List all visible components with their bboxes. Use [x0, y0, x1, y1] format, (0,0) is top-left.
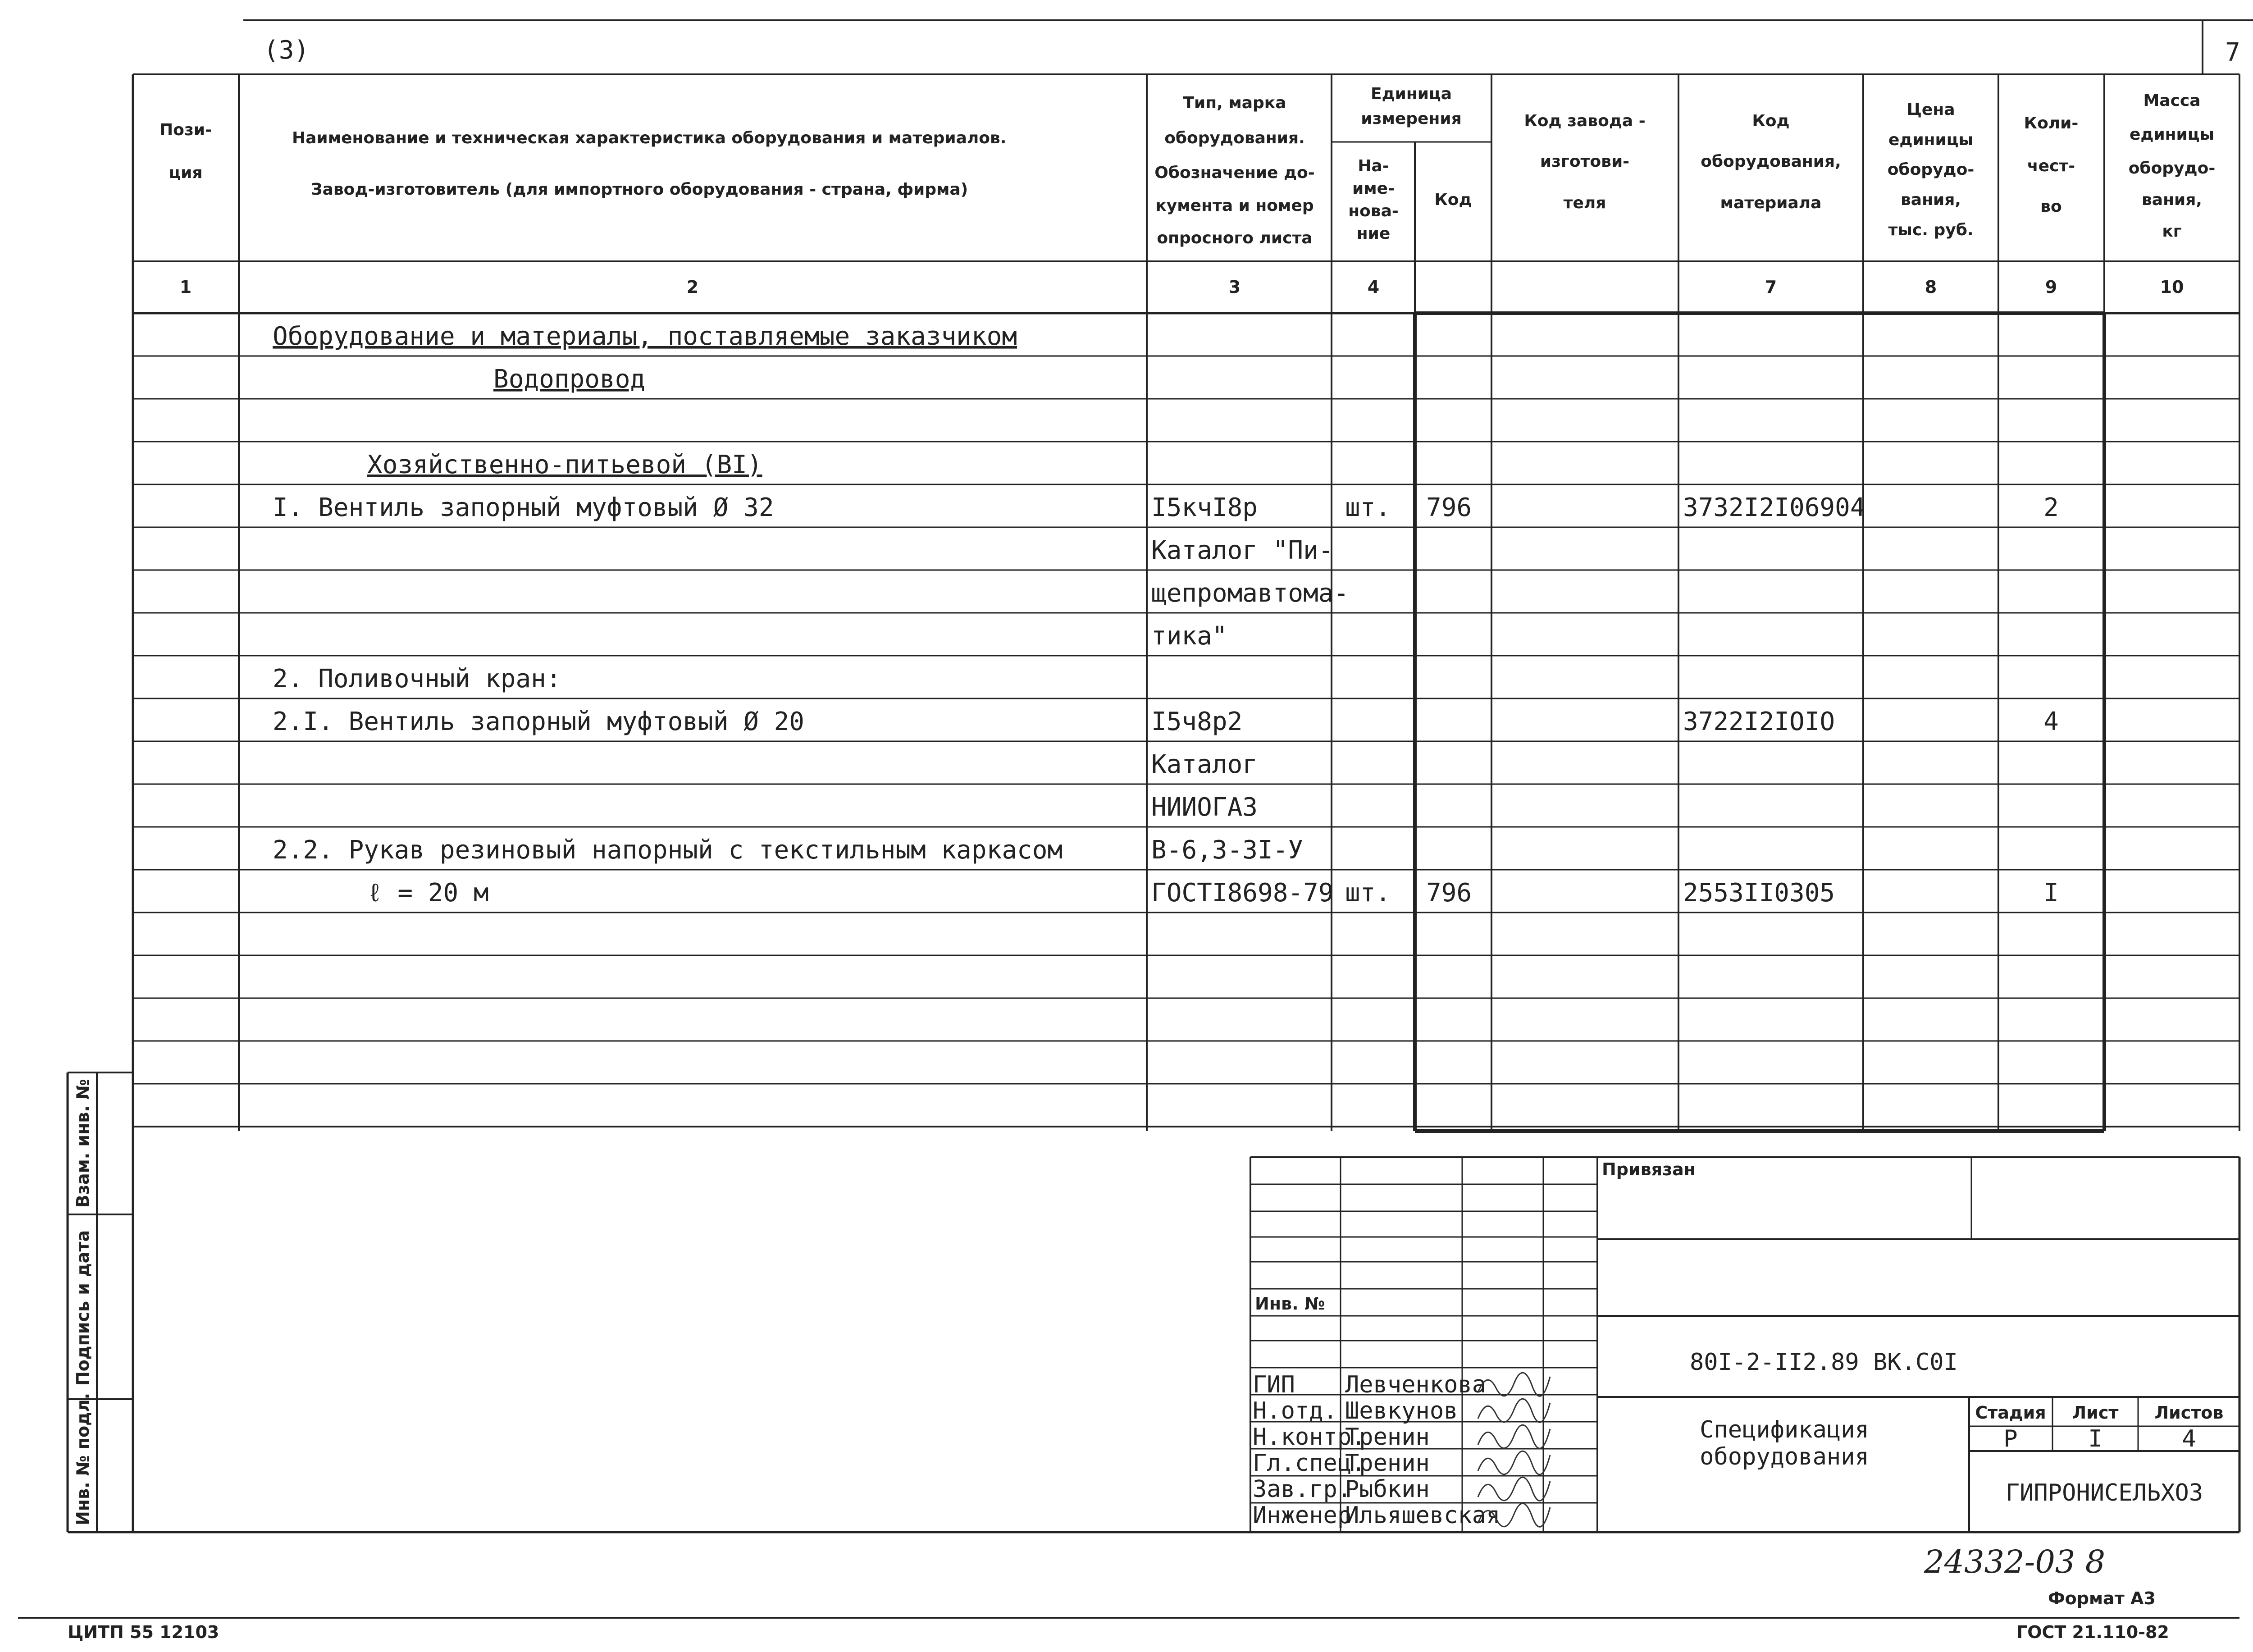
header-col5-line3: теля	[1563, 194, 1606, 212]
header-col7-line2: единицы	[1888, 131, 1974, 149]
header-unit-name-4: ние	[1356, 224, 1391, 243]
handwritten-signature	[1478, 1477, 1550, 1501]
header-col5-line2: изготови-	[1540, 152, 1630, 171]
cell-qty: 4	[2043, 707, 2059, 736]
cell-unit: шт.	[1345, 493, 1391, 522]
header-col1-line1: Пози-	[160, 121, 212, 139]
header-unit-group-line2: измерения	[1361, 110, 1462, 128]
cell-type: НИИОГАЗ	[1151, 793, 1258, 822]
signature-name: Ильяшевская	[1345, 1502, 1500, 1529]
header-col9-line1: Масса	[2143, 91, 2201, 110]
signature-name: Тренин	[1345, 1424, 1430, 1451]
cell-type: Каталог "Пи-	[1151, 536, 1334, 565]
cell-type: ГОСТI8698-79	[1151, 878, 1334, 908]
designation: 80I-2-II2.89 ВК.С0I	[1690, 1349, 1958, 1376]
column-number: 7	[1765, 277, 1777, 297]
header-unit-name-2: име-	[1352, 179, 1395, 198]
header-col3-line5: опросного листа	[1157, 229, 1313, 247]
header-col6-line2: оборудования,	[1701, 152, 1841, 171]
inv-no-label: Инв. №	[1255, 1294, 1325, 1314]
cell-type: В-6,3-3I-У	[1151, 835, 1304, 865]
column-number: 4	[1367, 277, 1380, 297]
header-col7-line4: вания,	[1901, 191, 1961, 209]
cell-unit: шт.	[1345, 878, 1391, 908]
header-col8-line3: во	[2040, 197, 2062, 216]
header-col7-line1: Цена	[1906, 100, 1955, 119]
header-col7-line3: оборудо-	[1887, 160, 1975, 179]
side-stamp-inv: Инв. № подл.	[73, 1392, 93, 1525]
header-col6-line3: материала	[1720, 194, 1822, 212]
cell-name: 2. Поливочный кран:	[273, 664, 561, 694]
page-number: 7	[2225, 38, 2240, 67]
column-number: 3	[1228, 277, 1241, 297]
gost-label: ГОСТ 21.110-82	[2016, 1622, 2169, 1642]
header-col1-line2: ция	[169, 164, 203, 182]
cell-material-code: 2553II0305	[1683, 878, 1835, 908]
side-stamp-vzam: Взам. инв. №	[73, 1079, 93, 1208]
cell-type: Каталог	[1151, 750, 1258, 779]
handwritten-signature	[1478, 1399, 1550, 1422]
cell-qty: 2	[2043, 493, 2059, 522]
signature-name: Левченкова	[1345, 1371, 1487, 1398]
organization: ГИПРОНИСЕЛЬХОЗ	[2005, 1479, 2203, 1506]
table-header	[160, 85, 2215, 247]
doc-title-line2: оборудования	[1700, 1443, 1869, 1470]
header-unit-group-line1: Единица	[1371, 85, 1452, 103]
cell-name: Оборудование и материалы, поставляемые заказчиком	[273, 322, 1017, 351]
side-stamp	[68, 1072, 133, 1532]
cell-qty: I	[2043, 878, 2059, 908]
header-col3-line1: Тип, марка	[1183, 94, 1286, 112]
sheet-value: I	[2088, 1425, 2102, 1452]
header-col7-line5: тыс. руб.	[1888, 221, 1974, 239]
header-col6-line1: Код	[1752, 112, 1790, 130]
cell-name: ℓ = 20 м	[367, 878, 489, 908]
header-col3-line3: Обозначение до-	[1154, 164, 1315, 182]
column-numbers	[180, 277, 2184, 297]
header-col9-line2: единицы	[2129, 125, 2215, 144]
cell-name: 2.2. Рукав резиновый напорный с текстильным каркасом	[273, 835, 1063, 865]
cell-unit-code: 796	[1426, 493, 1472, 522]
header-col9-line3: оборудо-	[2128, 159, 2216, 178]
stage-label: Стадия	[1975, 1403, 2046, 1423]
cell-type: щепромавтома-	[1151, 579, 1349, 608]
header-col5-line1: Код завода -	[1524, 112, 1646, 130]
header-col3-line4: кумента и номер	[1155, 196, 1314, 215]
side-stamp-podpis: Подпись и дата	[73, 1230, 93, 1386]
cell-name: Хозяйственно-питьевой (ВI)	[367, 450, 762, 479]
sheets-value: 4	[2182, 1425, 2196, 1452]
sheets-label: Листов	[2154, 1403, 2224, 1423]
header-col8-line2: чест-	[2027, 157, 2075, 175]
header-unit-name-3: нова-	[1348, 202, 1399, 220]
column-number: 2	[686, 277, 699, 297]
handwritten-signature	[1478, 1373, 1550, 1396]
cell-material-code: 3732I2I06904	[1683, 493, 1865, 522]
column-number: 10	[2160, 277, 2184, 297]
cell-material-code: 3722I2IOIO	[1683, 707, 1835, 736]
handwritten-signature	[1478, 1451, 1550, 1474]
signature-role: Зав.гр.	[1253, 1476, 1352, 1503]
cell-type: тика"	[1151, 621, 1227, 651]
table-body	[133, 322, 2239, 1127]
header-unit-name-1: На-	[1358, 157, 1389, 175]
header-col3-line2: оборудования.	[1164, 129, 1305, 147]
header-unit-code: Код	[1434, 191, 1472, 209]
title-block	[133, 1157, 2239, 1532]
privyazan-label: Привязан	[1602, 1159, 1696, 1179]
header-col9-line5: кг	[2162, 222, 2182, 241]
header-col2-line1: Наименование и техническая характеристика оборудования и материалов.	[292, 129, 1007, 147]
format-label: Формат А3	[2048, 1588, 2156, 1608]
column-number: 9	[2045, 277, 2057, 297]
header-col2-line2: Завод-изготовитель (для импортного оборудования - страна, фирма)	[311, 180, 968, 199]
signature-role: Н.контр.	[1253, 1424, 1366, 1451]
column-number: 1	[179, 277, 192, 297]
signature-name: Тренин	[1345, 1450, 1430, 1477]
cell-unit-code: 796	[1426, 878, 1472, 908]
cell-type: I5ч8р2	[1151, 707, 1243, 736]
signature-role: Н.отд.	[1253, 1397, 1337, 1424]
column-number: 8	[1925, 277, 1937, 297]
handwritten-signature	[1478, 1425, 1550, 1448]
sheet-label: Лист	[2072, 1403, 2119, 1423]
doc-title-line1: Спецификация	[1700, 1416, 1869, 1443]
cell-name: 2.I. Вентиль запорный муфтовый Ø 20	[273, 707, 805, 736]
cell-type: I5кчI8р	[1151, 493, 1258, 522]
cell-name: I. Вентиль запорный муфтовый Ø 32	[273, 493, 774, 522]
signature-name: Рыбкин	[1345, 1476, 1430, 1503]
archive-number: 24332-03 8	[1924, 1543, 2106, 1580]
header-col9-line4: вания,	[2142, 191, 2202, 209]
signature-name: Шевкунов	[1345, 1397, 1458, 1424]
header-col8-line1: Коли-	[2024, 114, 2079, 132]
stage-value: Р	[2003, 1425, 2018, 1452]
printer-label: ЦИТП 55 12103	[68, 1622, 219, 1642]
signature-role: Инженер	[1253, 1502, 1352, 1529]
signature-role: ГИП	[1253, 1371, 1295, 1398]
signature-role: Гл.спец.	[1253, 1450, 1366, 1477]
section-mark: (3)	[264, 36, 310, 65]
cell-name: Водопровод	[493, 365, 646, 394]
